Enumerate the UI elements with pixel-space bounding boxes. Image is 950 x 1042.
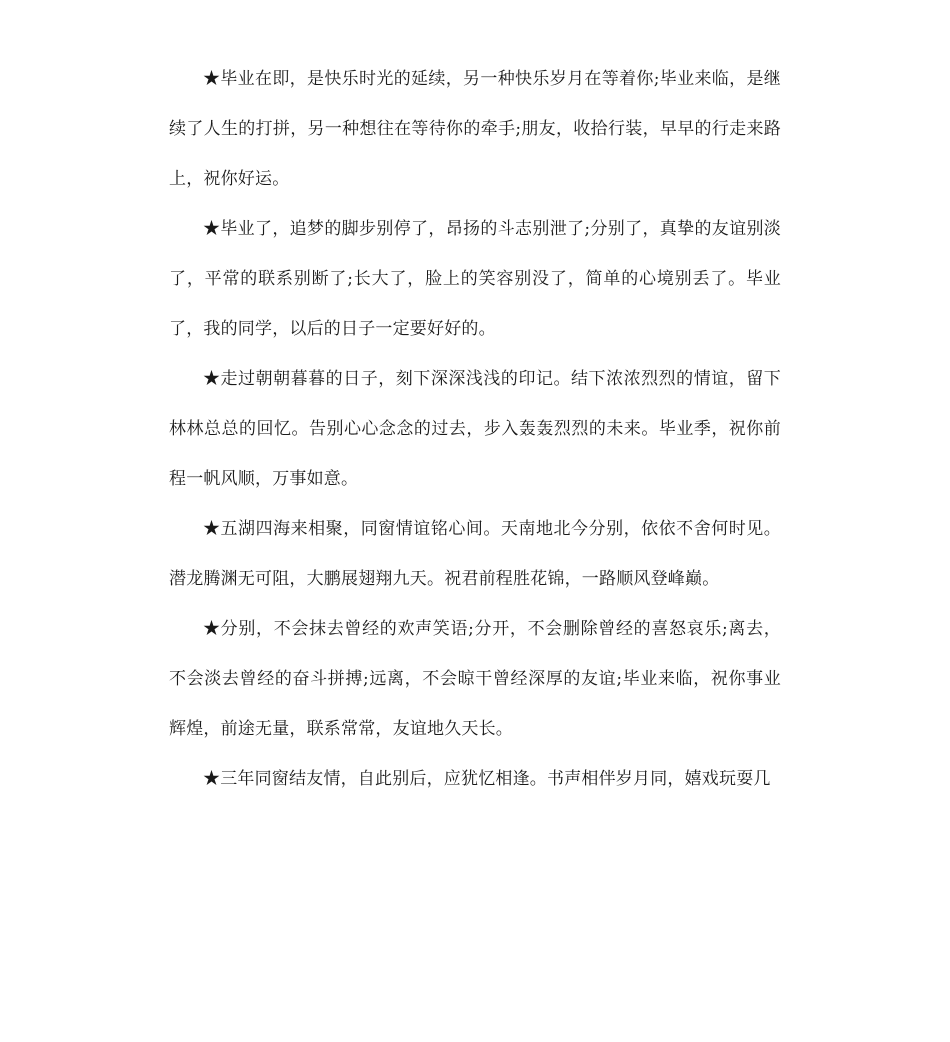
paragraph-5: ★分别，不会抹去曾经的欢声笑语;分开，不会删除曾经的喜怒哀乐;离去，不会淡去曾经的奋斗拼搏;远离，不会晾干曾经深厚的友谊;毕业来临，祝你事业辉煌，前途无量，联系常常，友谊地久天长。 (169, 619, 781, 739)
paragraph-4: ★五湖四海来相聚，同窗情谊铭心间。天南地北今分别，依依不舍何时见。潜龙腾渊无可阻，大鹏展翅翔九天。祝君前程胜花锦，一路顺风登峰巅。 (169, 519, 781, 589)
paragraph-6: ★三年同窗结友情，自此别后，应犹忆相逢。书声相伴岁月同，嬉戏玩耍几 (203, 769, 771, 789)
paragraph-3: ★走过朝朝暮暮的日子，刻下深深浅浅的印记。结下浓浓烈烈的情谊，留下林林总总的回忆。告别心心念念的过去，步入轰轰烈烈的未来。毕业季，祝你前程一帆风顺，万事如意。 (169, 369, 781, 489)
paragraph-1: ★毕业在即，是快乐时光的延续，另一种快乐岁月在等着你;毕业来临，是继续了人生的打拼，另一种想往在等待你的牵手;朋友，收拾行装，早早的行走来路上，祝你好运。 (169, 69, 781, 189)
document-body (169, 54, 781, 804)
paragraph-2: ★毕业了，追梦的脚步别停了，昂扬的斗志别泄了;分别了，真挚的友谊别淡了，平常的联系别断了;长大了，脸上的笑容别没了，简单的心境别丢了。毕业了，我的同学，以后的日子一定要好好的。 (169, 219, 781, 339)
